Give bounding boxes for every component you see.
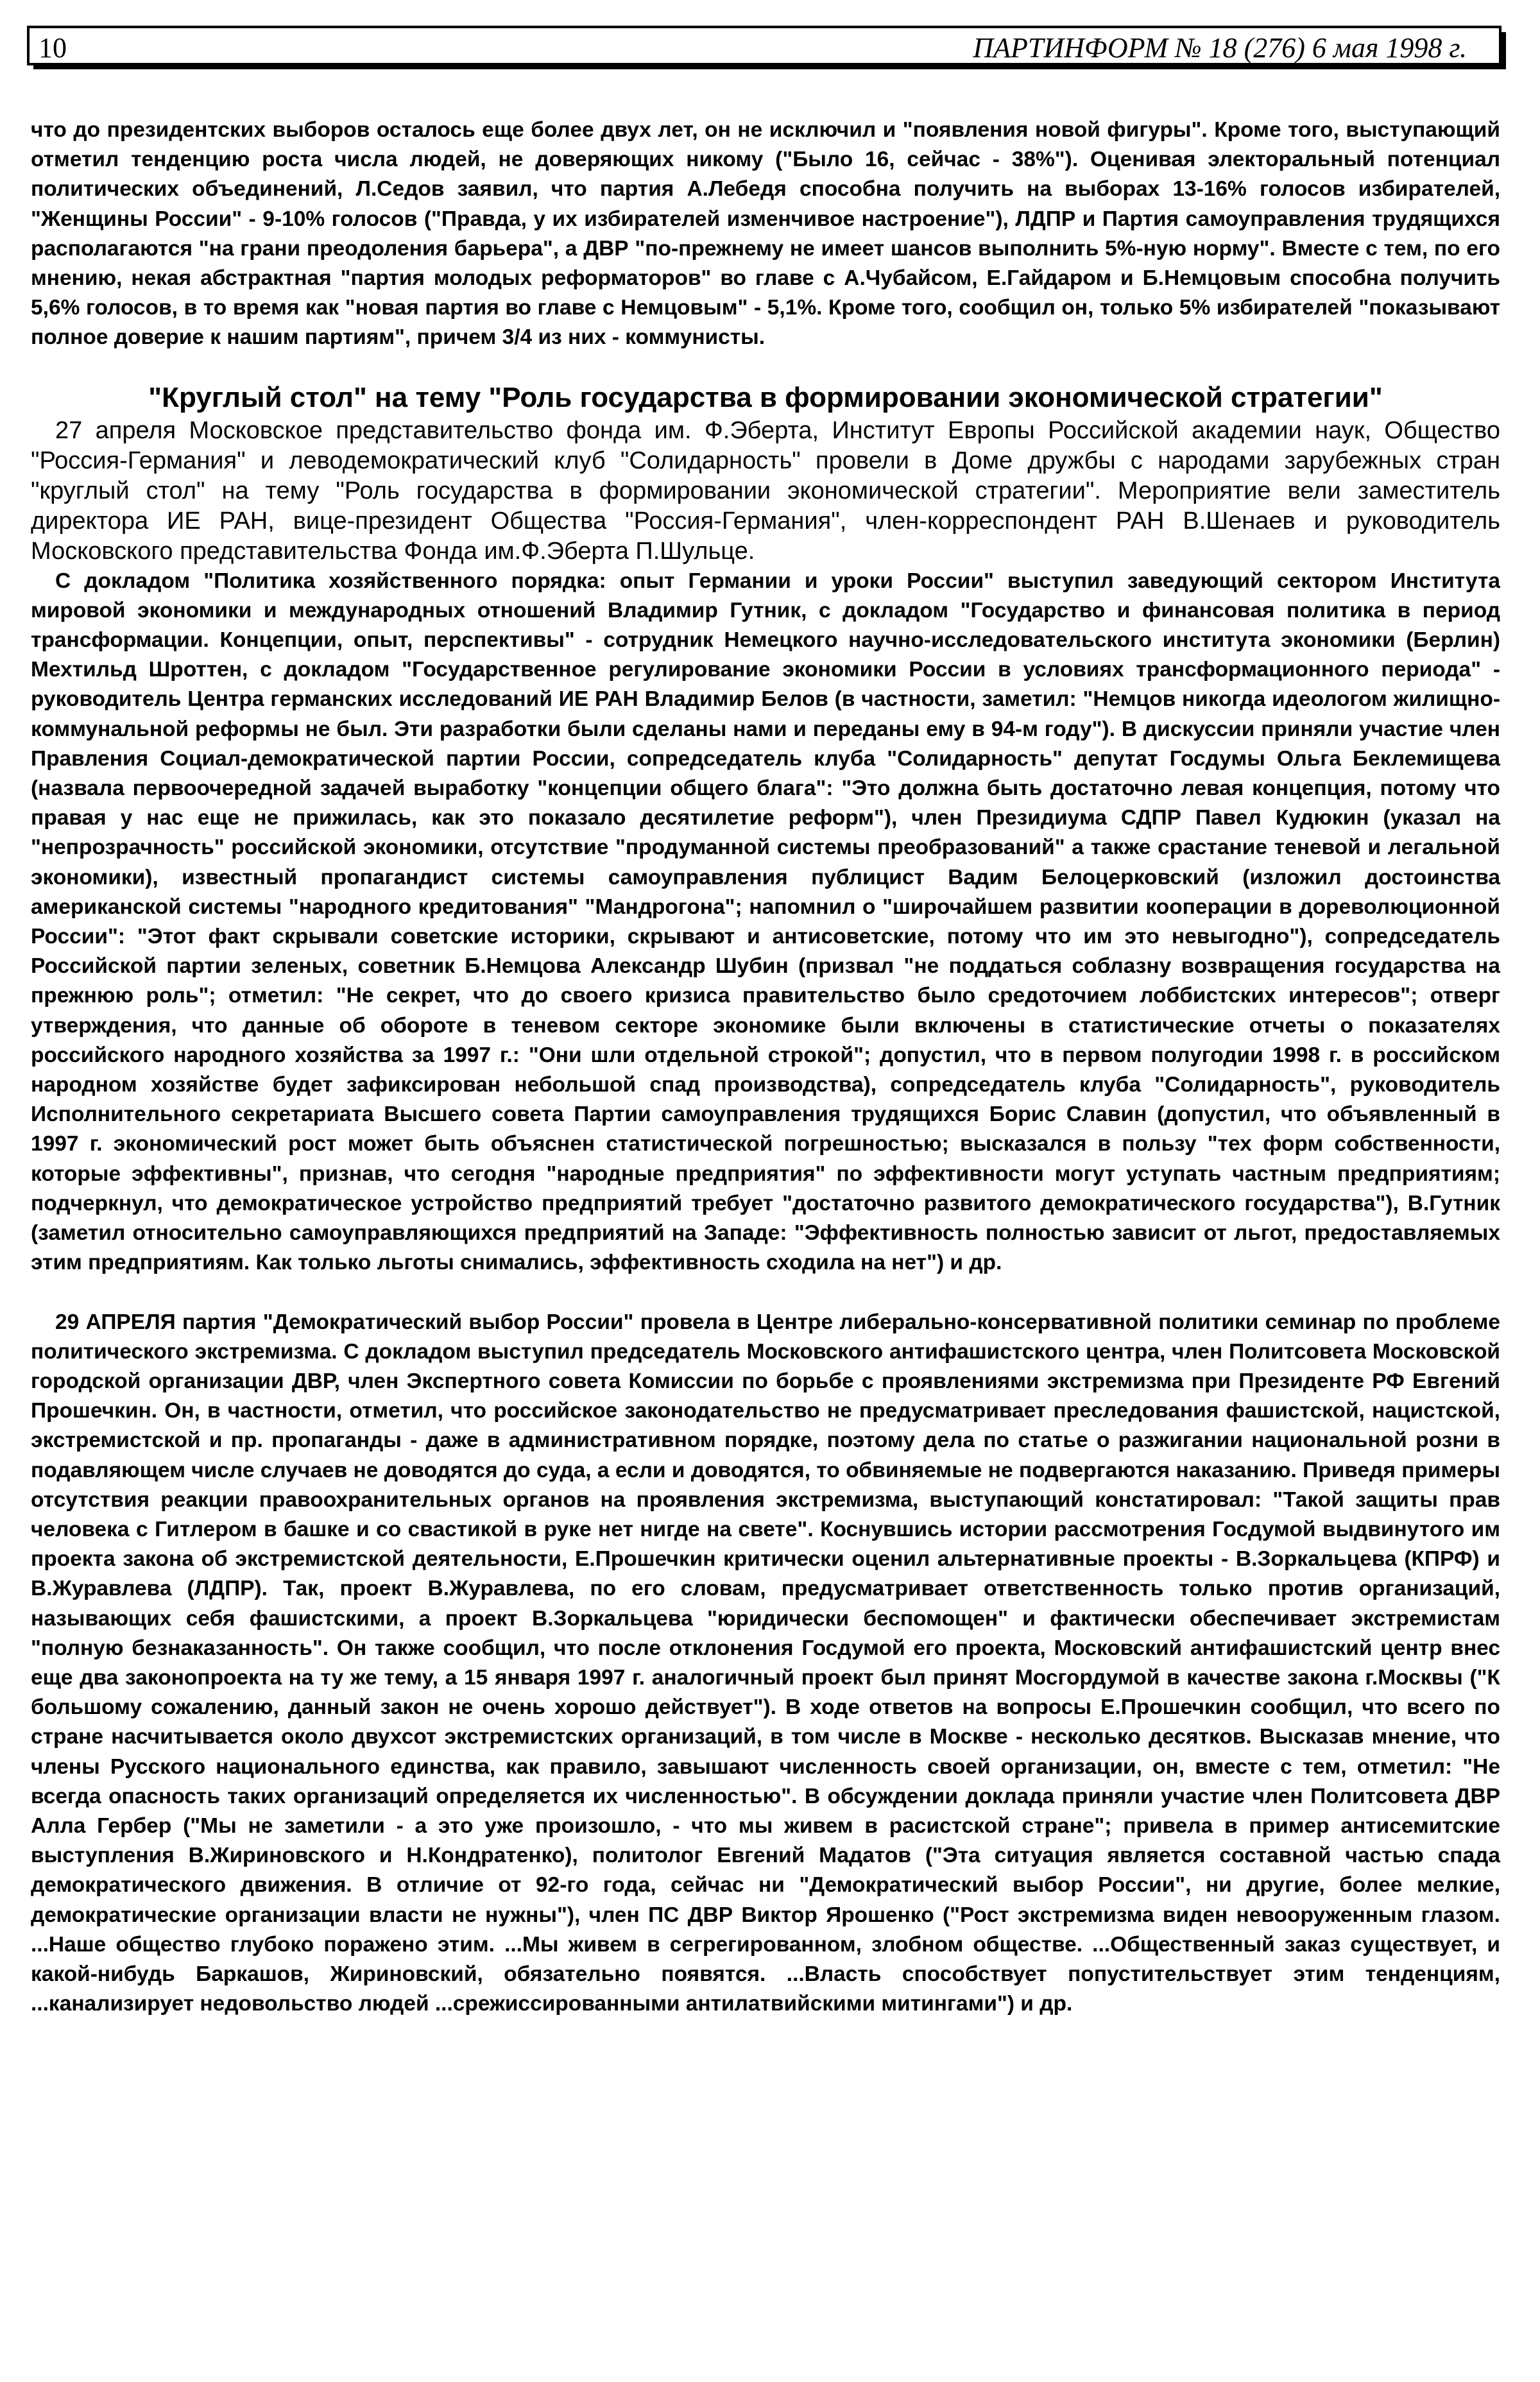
header-shadow-right bbox=[1502, 32, 1506, 69]
publication-title: ПАРТИНФОРМ № 18 (276) 6 мая 1998 г. bbox=[973, 32, 1467, 64]
section-lead-paragraph: 27 апреля Московское представительство фонда им. Ф.Эберта, Институт Европы Российской академии наук, Общество "Россия-Германия" и леводемократический клуб "Солидарность" провели в Доме дружбы с народами зарубежных стран "круглый стол" на тему "Роль государства в формировании экономической стратегии". Мероприятие вели заместитель директора ИЕ РАН, вице-президент Общества "Россия-Германия", член-корреспондент РАН В.Шенаев и руководитель Московского представительства Фонда им.Ф.Эберта П.Шульце. bbox=[31, 416, 1500, 565]
header-shadow-bottom bbox=[33, 65, 1506, 69]
paragraph-spacer bbox=[31, 1278, 1500, 1308]
section-body-paragraph: С докладом "Политика хозяйственного порядка: опыт Германии и уроки России" выступил заведующий сектором Института мировой экономики и международных отношений Владимир Гутник, с докладом "Государство и финансовая политика в период трансформации. Концепции, опыт, перспективы" - сотрудник Немецкого научно-исследовательского института экономики (Берлин) Мехтильд Шроттен, с докладом "Государственное регулирование экономики России в условиях трансформационного периода" - руководитель Центра германских исследований ИЕ РАН Владимир Белов (в частности, заметил: "Немцов никогда идеологом жилищно-коммунальной реформы не был. Эти разработки были сделаны нами и переданы ему в 94-м году"). В дискуссии приняли участие член Правления Социал-демократической партии России, сопредседатель клуба "Солидарность" депутат Госдумы Ольга Беклемищева (назвала первоочередной задачей выработку "концепции общего блага": "Это должна быть достаточно левая концепция, потому что правая у нас еще не прижилась, как это показало десятилетие реформ"), член Президиума СДПР Павел Кудюкин (указал на "непрозрачность" российской экономики, отсутствие "продуманной системы преобразований" а также срастание теневой и легальной экономики), известный пропагандист системы самоуправления публицист Вадим Белоцерковский (изложил достоинства американской системы "народного кредитования" "Мандрогона"; напомнил о "широчайшем развитии кооперации в дореволюционной России": "Этот факт скрывали советские историки, скрывают и антисоветские, потому что им это невыгодно"), сопредседатель Российской партии зеленых, советник Б.Немцова Александр Шубин (призвал "не поддаться соблазну возвращения государства на прежнюю роль"; отметил: "Не секрет, что до своего кризиса правительство было средоточием лоббистских интересов"; отверг утверждения, что данные об обороте в теневом секторе экономике были включены в статистические отчеты о показателях российского народного хозяйства за 1997 г.: "Они шли отдельной строкой"; допустил, что в первом полугодии 1998 г. в российском народном хозяйстве будет зафиксирован небольшой спад производства), сопредседатель клуба "Солидарность", руководитель Исполнительного секретариата Высшего совета Партии самоуправления трудящихся Борис Славин (допустил, что объявленный в 1997 г. экономический рост может быть объяснен статистической погрешностью; высказался в пользу "тех форм собственности, которые эффективны", признав, что сегодня "народные предприятия" по эффективности могут уступать частным предприятиям; подчеркнул, что демократическое устройство предприятий требует "достаточно развитого демократического государства"), В.Гутник (заметил относительно самоуправляющихся предприятий на Западе: "Эффективность полностью зависит от льгот, предоставляемых этим предприятиям. Как только льготы снимались, эффективность сходила на нет") и др. bbox=[31, 569, 1500, 1275]
intro-paragraph: что до президентских выборов осталось еще более двух лет, он не исключил и "появления новой фигуры". Кроме того, выступающий отметил тенденцию роста числа людей, не доверяющих никому ("Было 16, сейчас - 38%"). Оценивая электоральный потенциал политических объединений, Л.Седов заявил, что партия А.Лебедя способна получить на выборах 13-16% голосов избирателей, "Женщины России" - 9-10% голосов ("Правда, у их избирателей изменчивое настроение"), ЛДПР и Партия самоуправления трудящихся располагаются "на грани преодоления барьера", а ДВР "по-прежнему не имеет шансов выполнить 5%-ную норму". Вместе с тем, по его мнению, некая абстрактная "партия молодых реформаторов" во главе с А.Чубайсом, Е.Гайдаром и Б.Немцовым способна получить 5,6% голосов, в то время как "новая партия во главе с Немцовым" - 5,1%. Кроме того, сообщил он, только 5% избирателей "показывают полное доверие к нашим партиям", причем 3/4 из них - коммунисты. bbox=[31, 118, 1500, 350]
page-number: 10 bbox=[38, 32, 67, 64]
article-column bbox=[31, 116, 1500, 2019]
section-heading: "Круглый стол" на тему "Роль государства в формировании экономической стратегии" bbox=[148, 381, 1383, 413]
april29-paragraph: 29 АПРЕЛЯ партия "Демократический выбор России" провела в Центре либерально-консервативной политики семинар по проблеме политического экстремизма. С докладом выступил председатель Московского антифашистского центра, член Политсовета Московской городской организации ДВР, член Экспертного совета Комиссии по борьбе с проявлениями экстремизма при Президенте РФ Евгений Прошечкин. Он, в частности, отметил, что российское законодательство не предусматривает преследования фашистской, нацистской, экстремистской и пр. пропаганды - даже в административном порядке, поэтому дела по статье о разжигании национальной розни в подавляющем числе случаев не доводятся до суда, а если и доводятся, то обвиняемые не подвергаются наказанию. Приведя примеры отсутствия реакции правоохранительных органов на проявления экстремизма, выступающий констатировал: "Такой защиты прав человека с Гитлером в башке и со свастикой в руке нет нигде на свете". Коснувшись истории рассмотрения Госдумой выдвинутого им проекта закона об экстремистской деятельности, Е.Прошечкин критически оценил альтернативные проекты - В.Зоркальцева (КПРФ) и В.Журавлева (ЛДПР). Так, проект В.Журавлева, по его словам, предусматривает ответственность только против организаций, называющих себя фашистскими, а проект В.Зоркальцева "юридически беспомощен" и фактически обеспечивает экстремистам "полную безнаказанность". Он также сообщил, что после отклонения Госдумой его проекта, Московский антифашистский центр внес еще два законопроекта на ту же тему, а 15 января 1997 г. аналогичный проект был принят Мосгордумой в качестве закона г.Москвы ("К большому сожалению, данный закон не очень хорошо действует"). В ходе ответов на вопросы Е.Прошечкин сообщил, что всего по стране насчитывается около двухсот экстремистских организаций, в том числе в Москве - несколько десятков. Высказав мнение, что члены Русского национального единства, как правило, завышают численность своей организации, он, вместе с тем, отметил: "Не всегда опасность таких организаций определяется их численностью". В обсуждении доклада приняли участие член Политсовета ДВР Алла Гербер ("Мы не заметили - а это уже произошло, - что мы живем в расистской стране"; привела в пример антисемитские выступления В.Жириновского и Н.Кондратенко), политолог Евгений Мадатов ("Эта ситуация является составной частью спада демократического движения. В отличие от 92-го года, сейчас ни "Демократический выбор России", ни другие, более мелкие, демократические организации власти не нужны"), член ПС ДВР Виктор Ярошенко ("Рост экстремизма виден невооруженным глазом. ...Наше общество глубоко поражено этим. ...Мы живем в сегрегированном, злобном обществе. ...Общественный заказ существует, и какой-нибудь Баркашов, Жириновский, обязательно появятся. ...Власть способствует попустительствует этим тенденциям, ...канализирует недовольство людей ...срежиссированными антилатвийскими митингами") и др. bbox=[31, 1310, 1500, 2016]
page-header bbox=[27, 26, 1502, 65]
